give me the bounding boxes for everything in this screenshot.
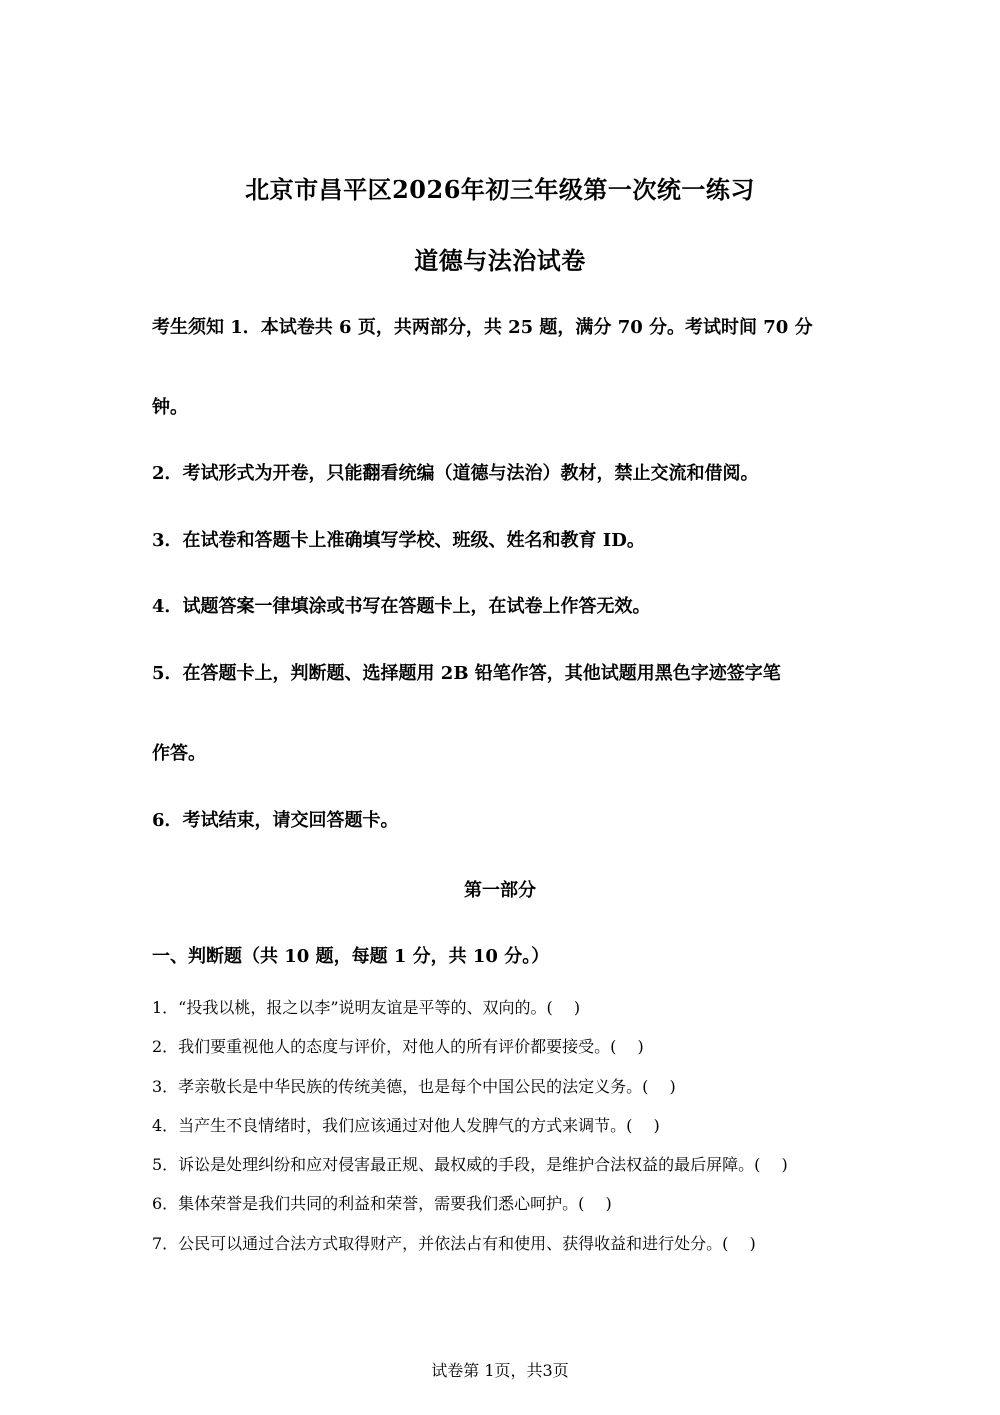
notice-item-6: 6．考试结束，请交回答题卡。	[152, 810, 399, 831]
question-item: 5．诉讼是处理纠纷和应对侵害最正规、最权威的手段，是维护合法权益的最后屏障。( )	[152, 1155, 788, 1175]
question-item: 7．公民可以通过合法方式取得财产，并依法占有和使用、获得收益和进行处分。( )	[152, 1233, 756, 1253]
exam-subtitle: 道德与法治试卷	[414, 246, 586, 275]
page-footer: 试卷第 1页，共3页	[431, 1361, 569, 1380]
question-item: 3．孝亲敬长是中华民族的传统美德，也是每个中国公民的法定义务。( )	[152, 1076, 676, 1096]
notice-item-1: 考生须知 1．本试卷共 6 页，共两部分，共 25 题，满分 70 分。考试时间 70 分	[152, 317, 813, 338]
question-list	[152, 996, 872, 1271]
notice-item-5: 5．在答题卡上，判断题、选择题用 2B 铅笔作答，其他试题用黑色字迹签字笔	[152, 663, 781, 684]
notice-item-2: 2．考试形式为开卷，只能翻看统编（道德与法治）教材，禁止交流和借阅。	[152, 463, 759, 484]
notice-item-3: 3．在试卷和答题卡上准确填写学校、班级、姓名和教育 ID。	[152, 530, 645, 551]
notice-item-4: 4．试题答案一律填涂或书写在答题卡上，在试卷上作答无效。	[152, 596, 651, 617]
question-item: 2．我们要重视他人的态度与评价，对他人的所有评价都要接受。( )	[152, 1037, 644, 1057]
question-item: 6．集体荣誉是我们共同的利益和荣誉，需要我们悉心呵护。( )	[152, 1194, 612, 1214]
part-title: 第一部分	[464, 880, 536, 901]
question-item: 1．“投我以桃，报之以李”说明友谊是平等的、双向的。( )	[152, 998, 581, 1017]
exam-title: 北京市昌平区2026年初三年级第一次统一练习	[245, 175, 755, 204]
section-title: 一、判断题（共 10 题，每题 1 分，共 10 分。）	[152, 946, 550, 967]
question-item: 4．当产生不良情绪时，我们应该通过对他人发脾气的方式来调节。( )	[152, 1115, 660, 1135]
notice-item-5-continued: 作答。	[152, 743, 206, 764]
notice-item-1-continued: 钟。	[152, 397, 188, 418]
